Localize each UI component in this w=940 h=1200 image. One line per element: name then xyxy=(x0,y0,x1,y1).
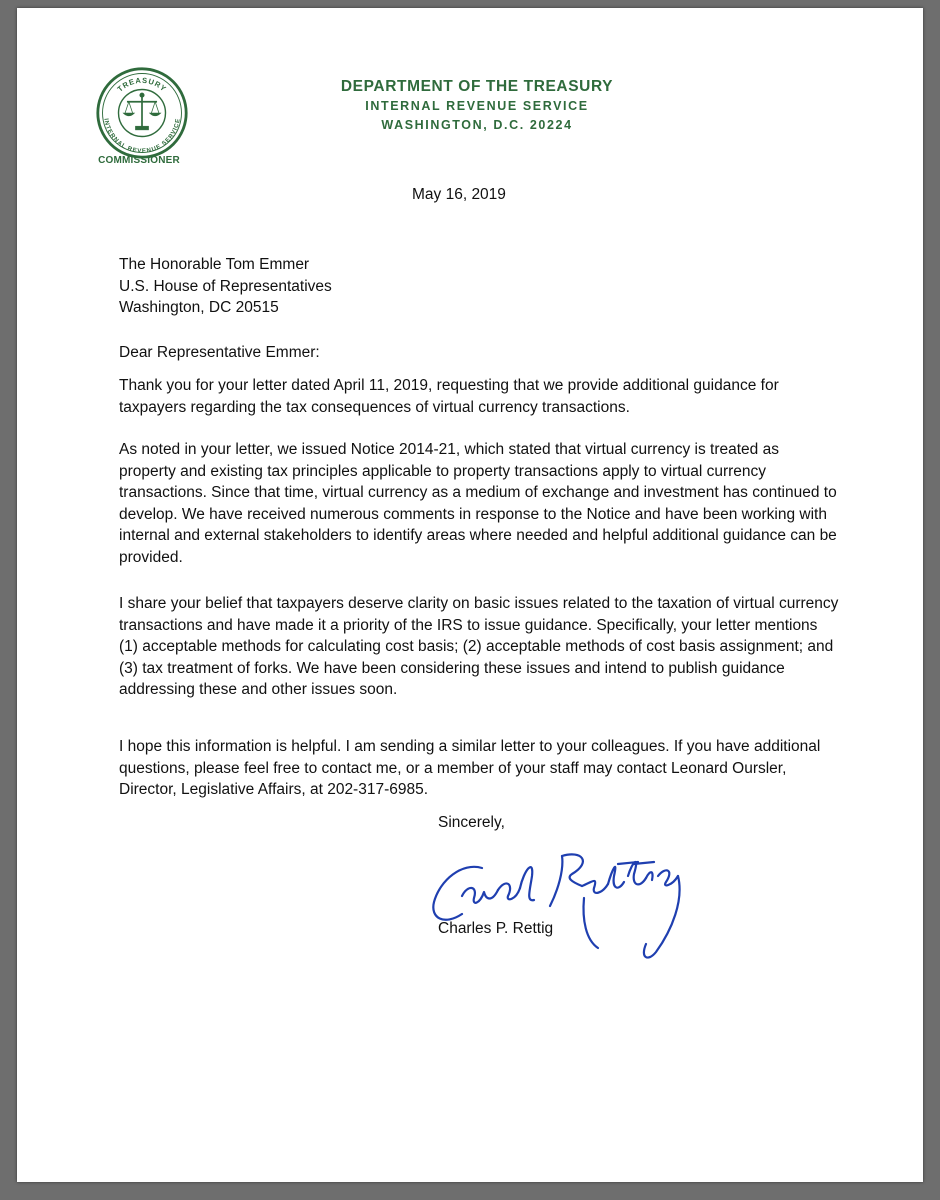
irs-seal-icon xyxy=(95,66,189,160)
svg-text:INTERNAL REVENUE SERVICE: INTERNAL REVENUE SERVICE xyxy=(102,118,182,155)
signer-name: Charles P. Rettig xyxy=(438,920,554,937)
body-paragraph-2: As noted in your letter, we issued Notice 2014-21, which stated that virtual currency is treated as property and existing tax principles applicable to property transactions apply to virtual currency transactions. Since that time, virtual currency as a medium of exchange and investment has continued to develop. We have received numerous comments in response to the Notice and have been working with internal and external stakeholders to identify areas where needed and helpful additional guidance can be provided. xyxy=(119,441,837,566)
office-label: COMMISSIONER xyxy=(98,155,180,166)
body-paragraph-4: I hope this information is helpful. I am sending a similar letter to your colleagues. If you have additional questions, please feel free to contact me, or a member of your staff may contact Leonard Oursler, Director, Legislative Affairs, at 202-317-6985. xyxy=(119,738,821,798)
letterhead xyxy=(277,76,677,135)
letter-date: May 16, 2019 xyxy=(412,186,506,203)
recipient-name: The Honorable Tom Emmer xyxy=(119,256,310,273)
salutation: Dear Representative Emmer: xyxy=(119,344,320,361)
recipient-city: Washington, DC 20515 xyxy=(119,299,279,316)
letter-page xyxy=(17,8,923,1182)
agency-location: WASHINGTON, D.C. 20224 xyxy=(381,118,573,132)
handwritten-signature xyxy=(422,840,712,980)
body-paragraph-1: Thank you for your letter dated April 11, 2019, requesting that we provide additional guidance for taxpayers regarding the tax consequences of virtual currency transactions. xyxy=(119,377,779,416)
recipient-org: U.S. House of Representatives xyxy=(119,277,332,295)
body-paragraph-3: I share your belief that taxpayers deserve clarity on basic issues related to the taxation of virtual currency transactions and have made it a priority of the IRS to issue guidance. Specifically, your letter mentions (1) acceptable methods for calculating cost basis; (2) acceptable methods of cost basis assignment; and (3) tax treatment of forks. We have been considering these issues and intend to publish guidance addressing these and other issues soon. xyxy=(119,595,839,698)
closing: Sincerely, xyxy=(438,814,505,831)
department-name: DEPARTMENT OF THE TREASURY xyxy=(340,78,614,95)
svg-text:TREASURY: TREASURY xyxy=(115,75,169,94)
recipient-address xyxy=(119,254,332,319)
agency-name: INTERNAL REVENUE SERVICE xyxy=(365,99,589,113)
